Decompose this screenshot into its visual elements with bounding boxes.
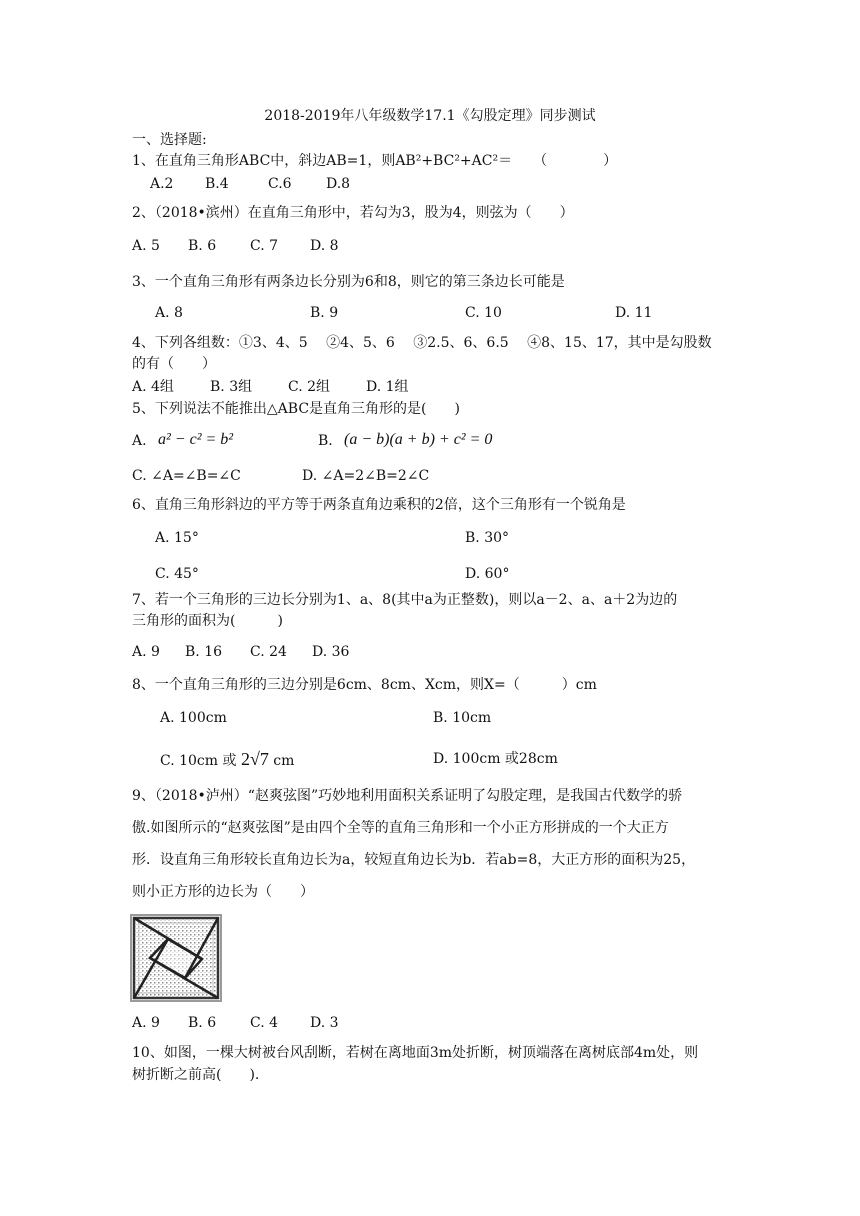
q2-option-c: C. 7 [250, 238, 279, 254]
question-10-line-2: 树折断之前高( ). [132, 1067, 260, 1083]
q5-option-c: C. ∠A=∠B=∠C [132, 468, 241, 484]
q1-option-c: C.6 [268, 176, 292, 192]
zhao-shuang-diagram [130, 914, 222, 1002]
question-3-stem: 3、一个直角三角形有两条边长分别为6和8，则它的第三条边长可能是 [132, 274, 565, 290]
question-9-line-4: 则小正方形的边长为（ ） [132, 884, 314, 900]
q2-option-b: B. 6 [188, 238, 217, 254]
question-8-stem: 8、一个直角三角形的三边分别是6cm、8cm、Xcm，则X=（ ）cm [132, 677, 597, 693]
q5-option-a-formula: a² − c² = b² [158, 431, 234, 448]
q7-option-d: D. 36 [312, 644, 350, 660]
q6-option-a: A. 15° [155, 530, 199, 546]
q8-option-c-radical: 2√7 [240, 749, 269, 769]
q7-option-b: B. 16 [185, 644, 223, 660]
q3-option-d: D. 11 [615, 305, 653, 321]
q6-option-d: D. 60° [465, 566, 510, 582]
q8-option-c-text: C. 10cm 或 [160, 753, 237, 769]
q8-option-c [160, 749, 294, 771]
q3-option-a: A. 8 [155, 305, 183, 321]
q8-option-a: A. 100cm [160, 710, 227, 726]
q1-option-b: B.4 [205, 176, 229, 192]
question-9-line-2: 傲.如图所示的“赵爽弦图”是由四个全等的直角三角形和一个小正方形拼成的一个大正方 [132, 820, 669, 836]
q2-option-a: A. 5 [132, 238, 160, 254]
q9-option-d: D. 3 [310, 1015, 339, 1031]
question-9-line-1: 9、（2018•泸州）“赵爽弦图”巧妙地利用面积关系证明了勾股定理，是我国古代数学的骄 [132, 788, 683, 804]
question-9-line-3: 形．设直角三角形较长直角边长为a，较短直角边长为b．若ab=8，大正方形的面积为25， [132, 852, 696, 868]
question-4-stem-cont: 的有（ ） [132, 356, 216, 372]
q1-option-a: A.2 [150, 176, 174, 192]
q5-option-d: D. ∠A=2∠B=2∠C [302, 468, 430, 484]
section-heading: 一、选择题: [132, 132, 207, 148]
q5-option-a-label: A. [132, 433, 147, 449]
q3-option-c: C. 10 [465, 305, 502, 321]
question-10-line-1: 10、如图，一棵大树被台风刮断，若树在离地面3m处折断，树顶端落在离树底部4m处，则 [132, 1045, 699, 1061]
question-5-stem: 5、下列说法不能推出△ABC是直角三角形的是( ) [132, 401, 460, 417]
question-7-stem-cont: 三角形的面积为( ) [132, 613, 283, 629]
question-4-stem: 4、下列各组数：①3、4、5 ②4、5、6 ③2.5、6、6.5 ④8、15、17，其中是勾股数 [132, 335, 712, 351]
q8-option-b: B. 10cm [433, 710, 492, 726]
q2-option-d: D. 8 [310, 238, 339, 254]
question-2-stem: 2、（2018•滨州）在直角三角形中，若勾为3，股为4，则弦为（ ） [132, 205, 574, 221]
q9-option-b: B. 6 [188, 1015, 217, 1031]
q6-option-c: C. 45° [155, 566, 199, 582]
q5-option-b-formula: (a − b)(a + b) + c² = 0 [344, 431, 493, 448]
q3-option-b: B. 9 [310, 305, 339, 321]
q4-option-d: D. 1组 [366, 379, 409, 395]
q4-option-a: A. 4组 [132, 379, 174, 395]
page-title: 2018-2019年八年级数学17.1《勾股定理》同步测试 [264, 108, 596, 124]
q8-option-d: D. 100cm 或28cm [433, 751, 558, 767]
q4-option-b: B. 3组 [210, 379, 253, 395]
question-6-stem: 6、直角三角形斜边的平方等于两条直角边乘积的2倍，这个三角形有一个锐角是 [132, 497, 626, 513]
q7-option-a: A. 9 [132, 644, 160, 660]
q9-option-a: A. 9 [132, 1015, 160, 1031]
q7-option-c: C. 24 [250, 644, 287, 660]
q9-option-c: C. 4 [250, 1015, 279, 1031]
q1-option-d: D.8 [326, 176, 351, 192]
q8-option-c-unit: cm [273, 753, 295, 769]
question-1-stem: 1、在直角三角形ABC中，斜边AB=1，则AB²+BC²+AC²＝ （ ） [132, 153, 618, 169]
q6-option-b: B. 30° [465, 530, 510, 546]
q4-option-c: C. 2组 [288, 379, 331, 395]
q5-option-b-label: B. [318, 433, 333, 449]
question-7-stem: 7、若一个三角形的三边长分别为1、a、8(其中a为正整数)，则以a－2、a、a＋2为边的 [132, 592, 678, 608]
